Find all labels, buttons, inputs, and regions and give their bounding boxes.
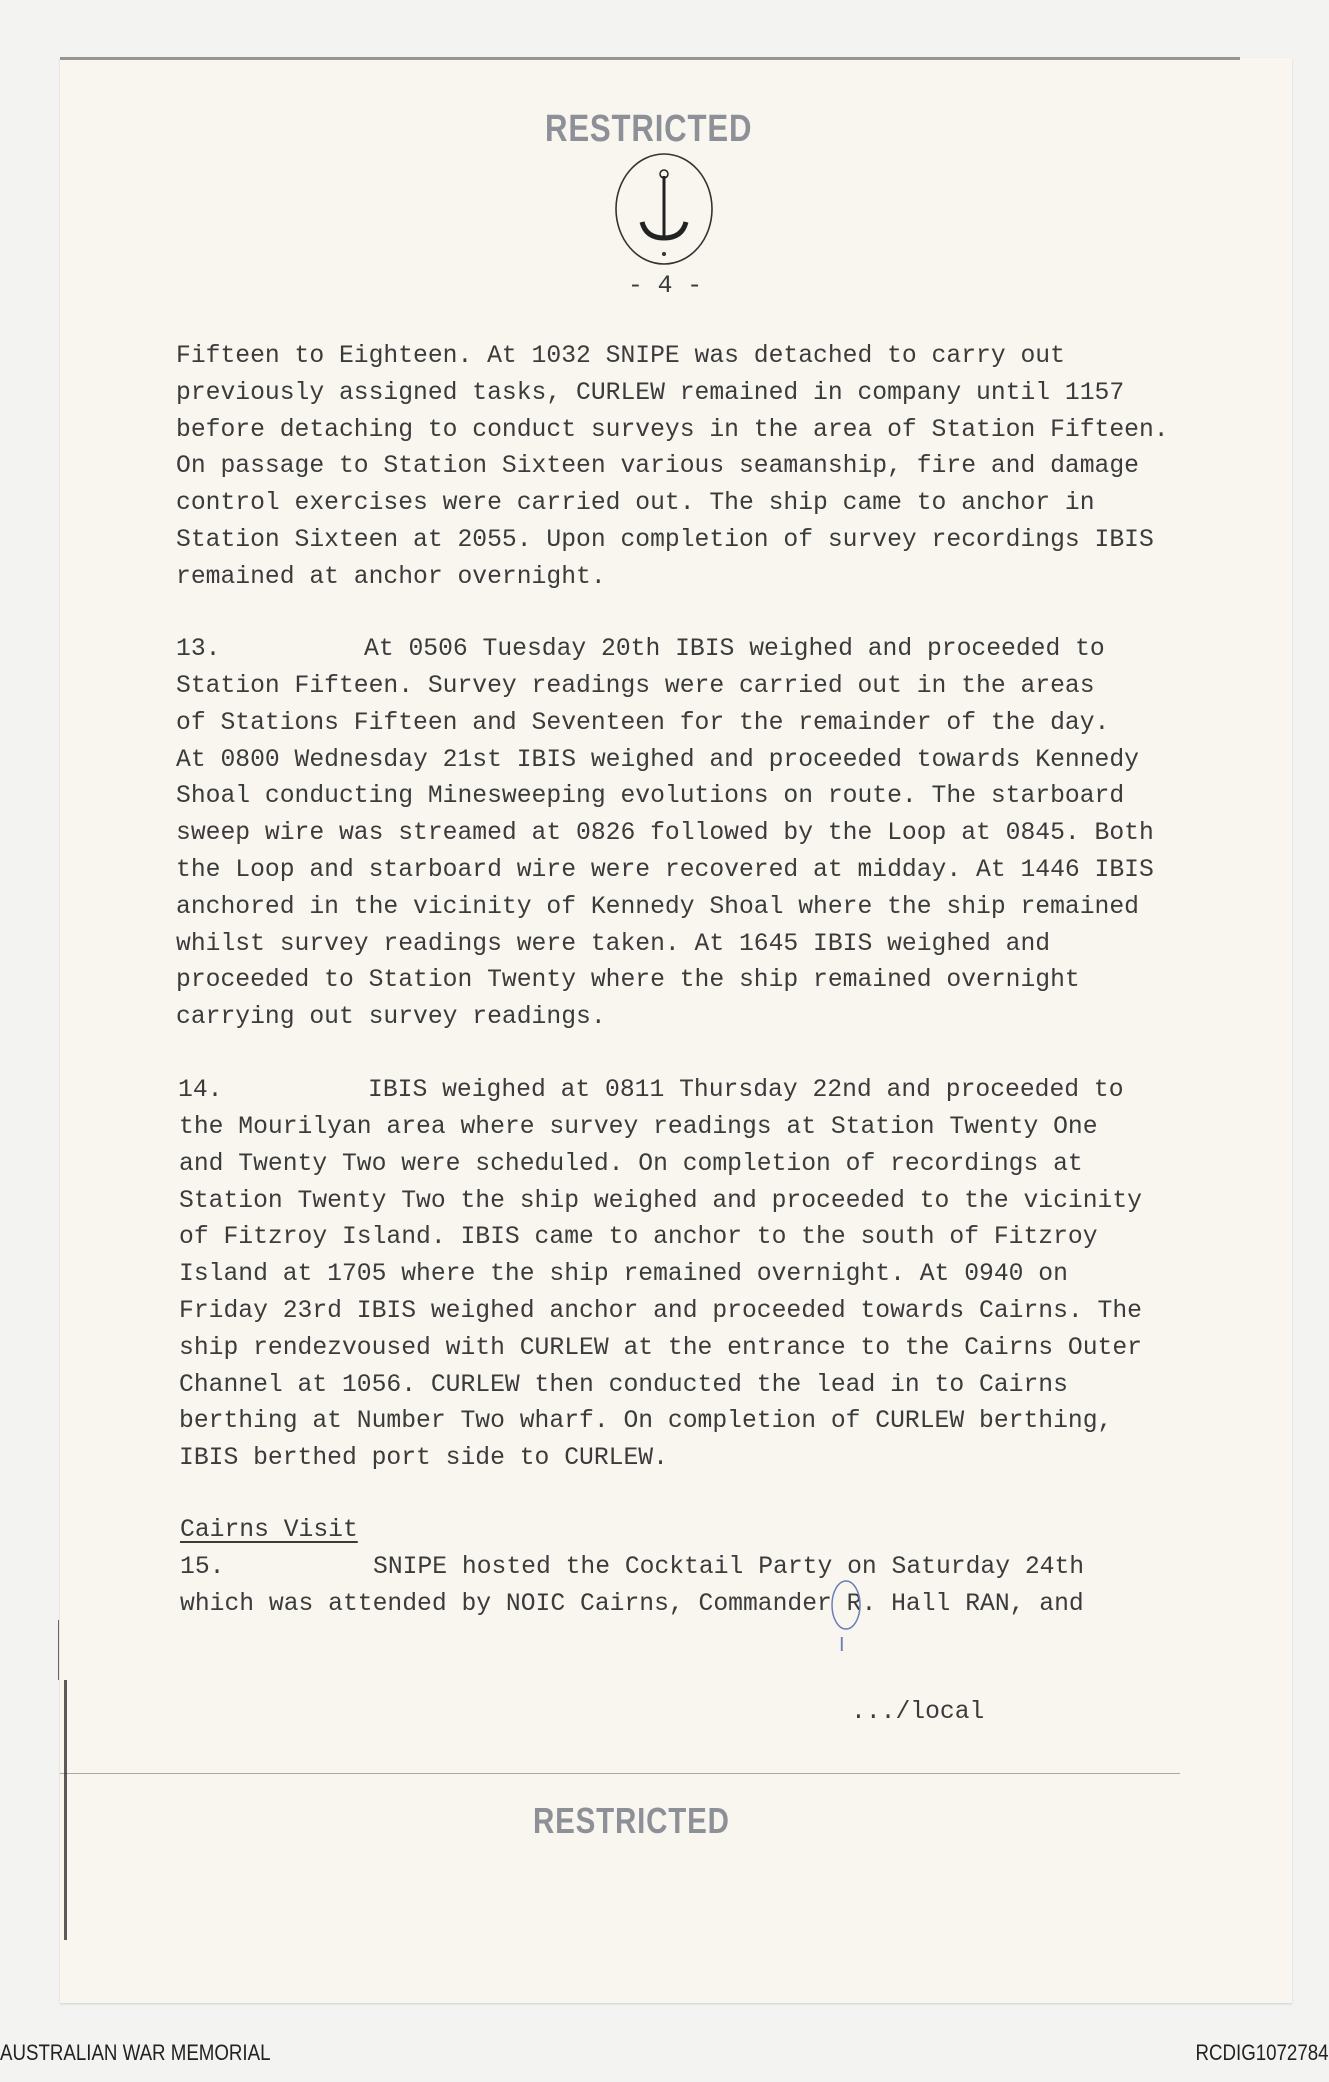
text-line: Shoal conducting Minesweeping evolutions on route. The starboard: [176, 782, 1125, 811]
paragraph-continued: [176, 338, 1169, 596]
text-line: remained at anchor overnight.: [176, 562, 606, 591]
paragraph-13-first-line: At 0506 Tuesday 20th IBIS weighed and proceeded to: [364, 635, 1105, 663]
text-line: and Twenty Two were scheduled. On completion of recordings at: [179, 1149, 1083, 1178]
left-edge-mark: [64, 1680, 67, 1940]
text-line: Fifteen to Eighteen. At 1032 SNIPE was detached to carry out: [176, 342, 1065, 370]
paragraph-14-first-line: IBIS weighed at 0811 Thursday 22nd and proceeded to: [368, 1076, 1124, 1104]
paragraph-13-number: 13.: [176, 635, 221, 663]
text-line: Channel at 1056. CURLEW then conducted the lead in to Cairns: [179, 1370, 1068, 1399]
text-line: control exercises were carried out. The ship came to anchor in: [176, 489, 1095, 518]
text-line: proceeded to Station Twenty where the ship remained overnight: [176, 966, 1080, 995]
text-line: Friday 23rd IBIS weighed anchor and proceeded towards Cairns. The: [179, 1296, 1142, 1325]
paragraph-14: [179, 1109, 1142, 1477]
text-line: before detaching to conduct surveys in the area of Station Fifteen.: [176, 415, 1169, 444]
handwritten-initial: I: [839, 1634, 845, 1656]
page-top-edge: [60, 57, 1240, 60]
continuation-marker: .../local: [851, 1698, 985, 1726]
restricted-stamp-top: RESTRICTED: [545, 108, 753, 150]
text-line: berthing at Number Two wharf. On completion of CURLEW berthing,: [179, 1407, 1113, 1436]
text-line: IBIS berthed port side to CURLEW.: [179, 1444, 668, 1473]
text-line: On passage to Station Sixteen various seamanship, fire and damage: [176, 452, 1139, 481]
text-line: of Stations Fifteen and Seventeen for the remainder of the day.: [176, 708, 1110, 737]
left-edge-mark: [58, 1620, 59, 1680]
text-line: whilst survey readings were taken. At 1645 IBIS weighed and: [176, 929, 1051, 958]
text-line: At 0800 Wednesday 21st IBIS weighed and proceeded towards Kennedy: [176, 745, 1139, 774]
paragraph-15-number: 15.: [180, 1553, 225, 1581]
text-line: anchored in the vicinity of Kennedy Shoal where the ship remained: [176, 892, 1139, 921]
paragraph-14-number: 14.: [178, 1076, 223, 1104]
section-heading: Cairns Visit: [180, 1516, 358, 1544]
footer-archive-name: AUSTRALIAN WAR MEMORIAL: [0, 2040, 271, 2065]
text-line: ship rendezvoused with CURLEW at the entrance to the Cairns Outer: [179, 1333, 1142, 1362]
paragraph-15-line: which was attended by NOIC Cairns, Commander R. Hall RAN, and: [180, 1590, 1084, 1618]
text-line: Station Fifteen. Survey readings were carried out in the areas: [176, 672, 1095, 700]
text-line: Station Sixteen at 2055. Upon completion of survey recordings IBIS: [176, 525, 1154, 554]
text-line: Station Twenty Two the ship weighed and proceeded to the vicinity: [179, 1186, 1142, 1215]
footer-record-id: RCDIG1072784: [1195, 2040, 1329, 2065]
text-line: previously assigned tasks, CURLEW remained in company until 1157: [176, 378, 1125, 407]
text-line: the Mourilyan area where survey readings at Station Twenty One: [179, 1113, 1098, 1141]
text-line: carrying out survey readings.: [176, 1003, 606, 1032]
text-line: Island at 1705 where the ship remained overnight. At 0940 on: [179, 1260, 1068, 1289]
ran-seal-icon: [612, 150, 716, 268]
handwritten-circle-annotation: [826, 1578, 866, 1632]
text-line: sweep wire was streamed at 0826 followed by the Loop at 0845. Both: [176, 819, 1154, 848]
lower-page-separator: [60, 1773, 1180, 1774]
page-number: - 4 -: [628, 272, 703, 300]
restricted-stamp-bottom: RESTRICTED: [533, 1800, 730, 1841]
paragraph-13: [176, 668, 1154, 1036]
text-line: of Fitzroy Island. IBIS came to anchor to the south of Fitzroy: [179, 1223, 1098, 1252]
paragraph-15-first-line: SNIPE hosted the Cocktail Party on Saturday 24th: [373, 1553, 1085, 1581]
text-line: the Loop and starboard wire were recovered at midday. At 1446 IBIS: [176, 855, 1154, 884]
